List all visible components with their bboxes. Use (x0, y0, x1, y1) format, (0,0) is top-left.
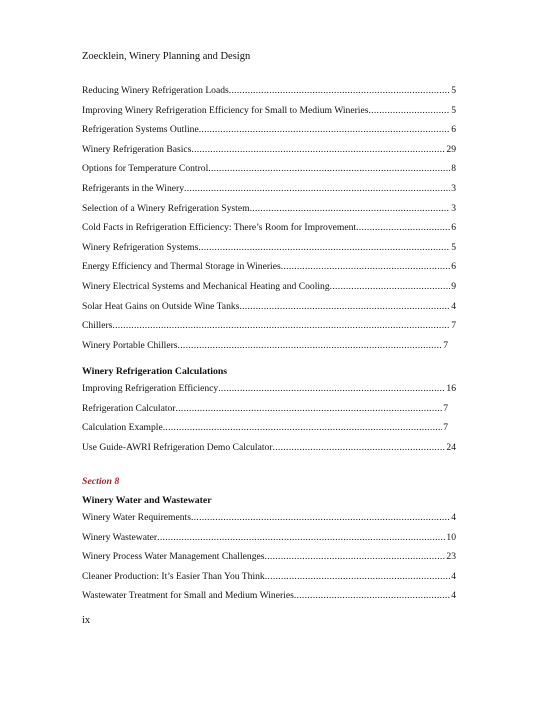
dot-leader (239, 301, 450, 313)
toc-entry[interactable] (82, 85, 456, 105)
toc-entry-title: Winery Refrigeration Basics (82, 143, 192, 155)
toc-entry-title: Energy Efficiency and Thermal Storage in Wineries (82, 261, 281, 273)
toc-entry-page: 7 (451, 320, 456, 332)
toc-entry-page: 29 (446, 143, 456, 155)
toc-entry[interactable] (82, 512, 456, 532)
running-header: Zoecklein, Winery Planning and Design (82, 51, 251, 62)
dot-leader (191, 512, 450, 524)
toc-group-water (82, 512, 456, 610)
page-number: ix (82, 615, 91, 626)
dot-leader (294, 590, 450, 602)
toc-entry-page: 4 (451, 512, 456, 523)
toc-entry-page: 16 (446, 383, 456, 394)
toc-entry-title: Winery Portable Chillers (82, 339, 178, 351)
toc-entry[interactable] (82, 301, 456, 321)
dot-leader (281, 261, 450, 273)
toc-entry[interactable] (82, 422, 448, 442)
toc-entry-page: 3 (451, 202, 456, 214)
toc-entry-title: Improving Winery Refrigeration Efficiency for Small to Medium Wineries (82, 104, 369, 116)
toc-entry[interactable] (82, 532, 456, 552)
toc-entry[interactable] (82, 403, 448, 423)
toc-entry[interactable] (82, 163, 456, 183)
toc-entry-title: Calculation Example (82, 422, 163, 434)
dot-leader (176, 403, 443, 415)
toc-entry[interactable] (82, 105, 456, 125)
dot-leader (356, 222, 450, 234)
toc-entry-page: 4 (451, 300, 456, 312)
toc-entry-title: Cleaner Production: It’s Easier Than You Think (82, 570, 265, 582)
dot-leader (330, 281, 451, 293)
dot-leader (250, 203, 451, 215)
section-label: Section 8 (82, 476, 120, 487)
section-heading-water-wastewater: Winery Water and Wastewater (82, 495, 212, 506)
section-heading-refrigeration-calculations: Winery Refrigeration Calculations (82, 366, 228, 377)
dot-leader (178, 340, 443, 352)
toc-entry-page: 5 (451, 241, 456, 253)
toc-entry[interactable] (82, 383, 456, 403)
toc-entry-page: 7 (443, 402, 448, 414)
toc-entry[interactable] (82, 281, 456, 301)
dot-leader (218, 383, 445, 395)
toc-entry-page: 4 (451, 590, 456, 602)
toc-entry-title: Refrigeration Systems Outline (82, 124, 199, 136)
toc-entry-page: 5 (451, 85, 456, 96)
toc-entry[interactable] (82, 242, 456, 262)
toc-entry-page: 7 (443, 339, 448, 351)
dot-leader (112, 320, 450, 332)
toc-entry-title: Refrigerants in the Winery (82, 182, 185, 194)
toc-entry-page: 8 (451, 163, 456, 175)
toc-entry-page: 3 (451, 182, 456, 194)
dot-leader (199, 124, 450, 136)
toc-entry[interactable] (82, 340, 448, 360)
dot-leader (157, 532, 445, 544)
dot-leader (229, 85, 450, 97)
toc-entry-page: 4 (451, 570, 456, 582)
toc-entry-title: Winery Wastewater (82, 531, 158, 543)
toc-entry-page: 6 (451, 261, 456, 273)
toc-entry-title: Chillers (82, 320, 113, 332)
dot-leader (198, 242, 450, 254)
toc-entry-page: 9 (451, 280, 456, 292)
dot-leader (368, 105, 450, 117)
dot-leader (265, 551, 446, 563)
dot-leader (163, 422, 442, 434)
dot-leader (184, 183, 450, 195)
toc-entry-title: Use Guide-AWRI Refrigeration Demo Calculator (82, 441, 273, 453)
toc-entry-page: 23 (446, 551, 456, 563)
toc-entry[interactable] (82, 144, 456, 164)
toc-entry-title: Winery Electrical Systems and Mechanical Heating and Cooling (82, 280, 330, 292)
toc-group-refrigeration (82, 85, 456, 359)
toc-entry[interactable] (82, 222, 456, 242)
toc-entry[interactable] (82, 442, 456, 462)
toc-entry[interactable] (82, 203, 456, 223)
toc-entry-title: Selection of a Winery Refrigeration System (82, 202, 250, 214)
toc-entry-title: Wastewater Treatment for Small and Medium Wineries (82, 590, 294, 602)
toc-entry-title: Improving Refrigeration Efficiency (82, 383, 219, 394)
dot-leader (265, 571, 450, 583)
toc-entry[interactable] (82, 320, 456, 340)
toc-entry-page: 6 (451, 222, 456, 234)
toc-entry-title: Solar Heat Gains on Outside Wine Tanks (82, 300, 240, 312)
toc-entry-title: Refrigeration Calculator (82, 402, 176, 414)
dot-leader (208, 163, 450, 175)
toc-entry[interactable] (82, 261, 456, 281)
toc-entry[interactable] (82, 551, 456, 571)
toc-entry-page: 5 (451, 104, 456, 116)
toc-entry-page: 7 (443, 422, 448, 434)
dot-leader (273, 442, 446, 454)
toc-entry-page: 6 (451, 124, 456, 136)
toc-entry[interactable] (82, 183, 456, 203)
toc-entry-page: 24 (446, 441, 456, 453)
toc-entry-title: Reducing Winery Refrigeration Loads (82, 85, 229, 96)
toc-entry-title: Cold Facts in Refrigeration Efficiency: There’s Room for Improvement (82, 222, 357, 234)
toc-entry[interactable] (82, 590, 456, 610)
toc-entry-title: Options for Temperature Control (82, 163, 209, 175)
toc-entry[interactable] (82, 571, 456, 591)
toc-entry[interactable] (82, 124, 456, 144)
toc-entry-title: Winery Water Requirements (82, 512, 191, 523)
toc-entry-title: Winery Process Water Management Challenges (82, 551, 265, 563)
dot-leader (191, 144, 445, 156)
toc-entry-title: Winery Refrigeration Systems (82, 241, 199, 253)
toc-group-calculations (82, 383, 456, 461)
toc-entry-page: 10 (446, 531, 456, 543)
